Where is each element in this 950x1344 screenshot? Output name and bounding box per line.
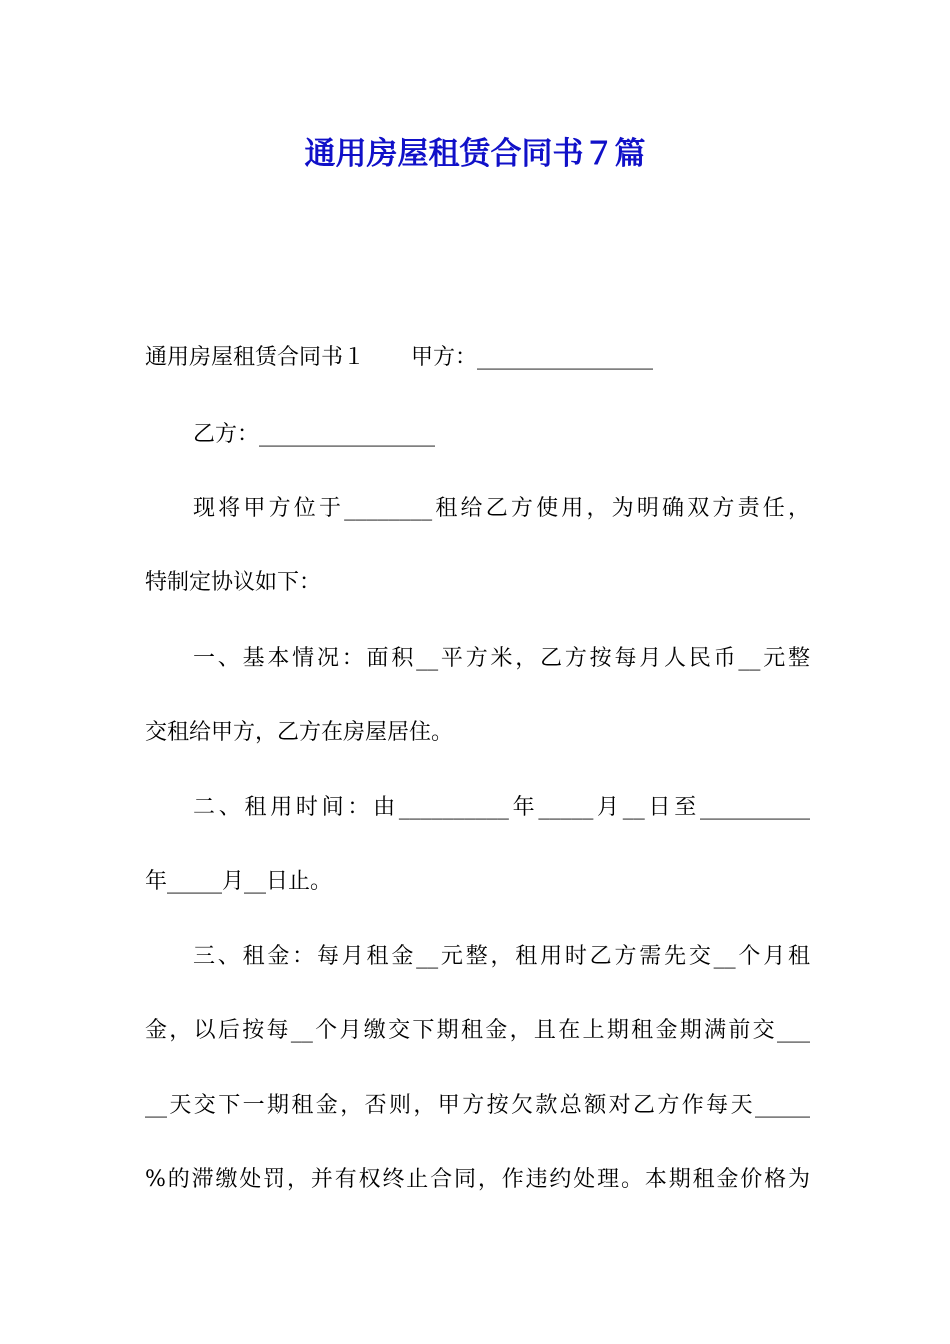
- paragraph-line: __天交下一期租金，否则，甲方按欠款总额对乙方作每天_____: [145, 1093, 810, 1118]
- paragraph-line: 二、租用时间：由__________年_____月__日至__________: [193, 795, 810, 820]
- heading-line: [145, 343, 810, 373]
- paragraph-line: %的滞缴处罚，并有权终止合同，作违约处理。本期租金价格为: [145, 1167, 810, 1192]
- party-b-field: 乙方：________________: [193, 422, 436, 447]
- paragraph-line: 一、基本情况：面积__平方米，乙方按每月人民币__元整: [193, 646, 810, 671]
- paragraph-line: 现将甲方位于________租给乙方使用，为明确双方责任，: [193, 496, 810, 521]
- paragraph-line: 金，以后按每__个月缴交下期租金，且在上期租金期满前交___: [145, 1018, 810, 1043]
- party-a-field: 甲方：________________: [411, 345, 654, 370]
- paragraph-line: 年_____月__日止。: [145, 869, 333, 894]
- document-title: 通用房屋租赁合同书７篇: [304, 136, 646, 172]
- paragraph-line: 特制定协议如下：: [145, 570, 322, 595]
- contract-subtitle: 通用房屋租赁合同书１: [145, 345, 366, 370]
- paragraph-line: 三、租金：每月租金__元整，租用时乙方需先交__个月租: [193, 944, 810, 969]
- paragraph-line: 交租给甲方，乙方在房屋居住。: [145, 720, 454, 745]
